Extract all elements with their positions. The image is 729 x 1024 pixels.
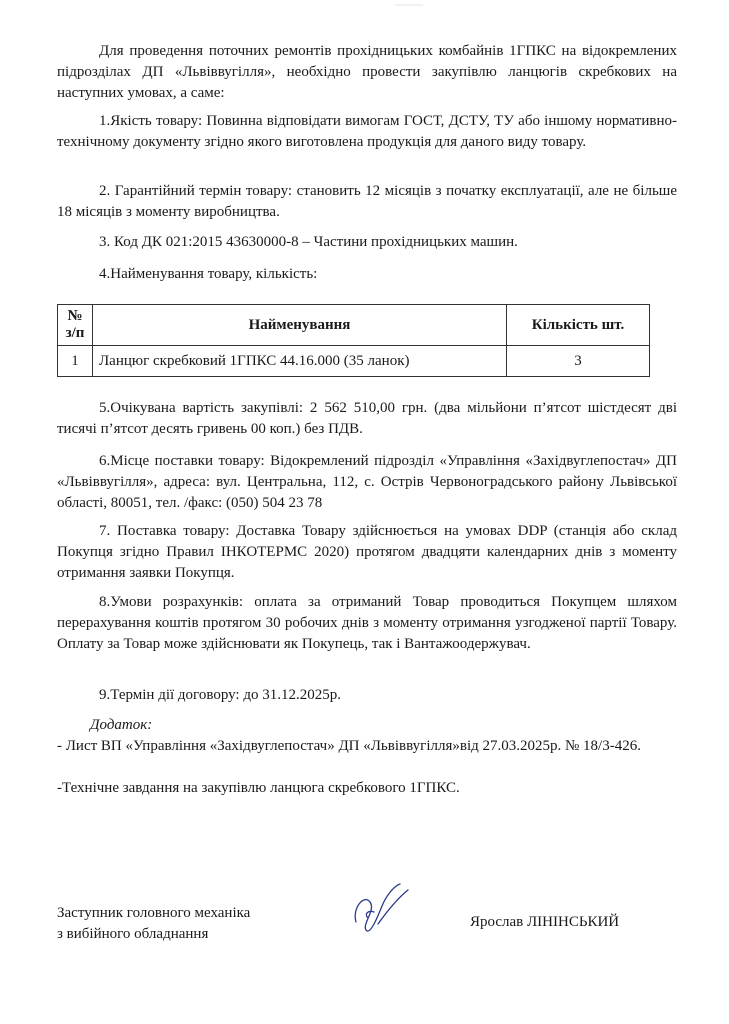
header-name: Найменування <box>93 305 507 346</box>
quality-paragraph: 1.Якість товару: Повинна відповідати вимогам ГОСТ, ДСТУ, ТУ або іншому нормативно-технічному документу згідно якого виготовлена продукція для даного виду товару. <box>57 113 677 150</box>
cell-quantity: 3 <box>507 346 650 377</box>
header-number: № з/п <box>58 305 93 346</box>
position-line-2: з вибійного обладнання <box>57 926 209 942</box>
table-header-row <box>58 305 650 346</box>
payment-terms-paragraph: 8.Умови розрахунків: оплата за отриманий Товар проводиться Покупцем шляхом перерахування коштів протягом 30 робочих днів з моменту отримання узгодженої партії Товару. Оплату за Товар може здійснювати як Покупець, так і Вантажоодержувач. <box>57 594 677 652</box>
signatory-name: Ярослав ЛІНІНСЬКИЙ <box>470 914 620 930</box>
contract-term-paragraph: 9.Термін дії договору: до 31.12.2025р. <box>99 687 341 703</box>
addendum-title: Додаток: <box>90 717 153 733</box>
delivery-place-paragraph: 6.Місце поставки товару: Відокремлений підрозділ «Управління «Західвуглепостач» ДП «Львіввугілля», адреса: вул. Центральна, 112, с. Острів Червоноградського району Львівської області, 80051, тел. /факс: (050) 504 23 78 <box>57 453 677 511</box>
addendum-tech-spec: -Технічне завдання на закупівлю ланцюга скребкового 1ГПКС. <box>57 780 460 796</box>
cell-name: Ланцюг скребковий 1ГПКС 44.16.000 (35 ланок) <box>93 346 507 377</box>
delivery-terms-paragraph: 7. Поставка товару: Доставка Товару здійснюється на умовах DDP (станція або склад Покупця згідно Правил ІНКОТЕРМС 2020) протягом двадцяти календарних днів з моменту отримання заявки Покупця. <box>57 523 677 581</box>
header-quantity: Кількість шт. <box>507 305 650 346</box>
handwritten-signature <box>348 880 418 940</box>
intro-paragraph: Для проведення поточних ремонтів прохідницьких комбайнів 1ГПКС на відокремлених підрозділах ДП «Львіввугілля», необхідно провести закупівлю ланцюгів скребкових на наступних умовах, а саме: <box>57 43 677 101</box>
signatory-position <box>57 903 250 945</box>
position-line-1: Заступник головного механіка <box>57 905 251 921</box>
goods-table <box>57 304 650 377</box>
addendum-letter: - Лист ВП «Управління «Західвуглепостач» ДП «Львіввугілля»від 27.03.2025р. № 18/3-426. <box>57 738 641 754</box>
dk-code-paragraph: 3. Код ДК 021:2015 43630000-8 – Частини прохідницьких машин. <box>99 234 518 250</box>
cost-paragraph: 5.Очікувана вартість закупівлі: 2 562 510,00 грн. (два мільйони п’ятсот шістдесят дві тисячі п’ятсот десять гривень 00 коп.) без ПДВ. <box>57 400 677 437</box>
warranty-paragraph: 2. Гарантійний термін товару: становить 12 місяців з початку експлуатації, але не більше 18 місяців з моменту виробництва. <box>57 183 677 220</box>
table-row <box>58 346 650 377</box>
goods-name-paragraph: 4.Найменування товару, кількість: <box>99 266 318 282</box>
scan-artifact <box>395 2 423 8</box>
cell-number: 1 <box>58 346 93 377</box>
